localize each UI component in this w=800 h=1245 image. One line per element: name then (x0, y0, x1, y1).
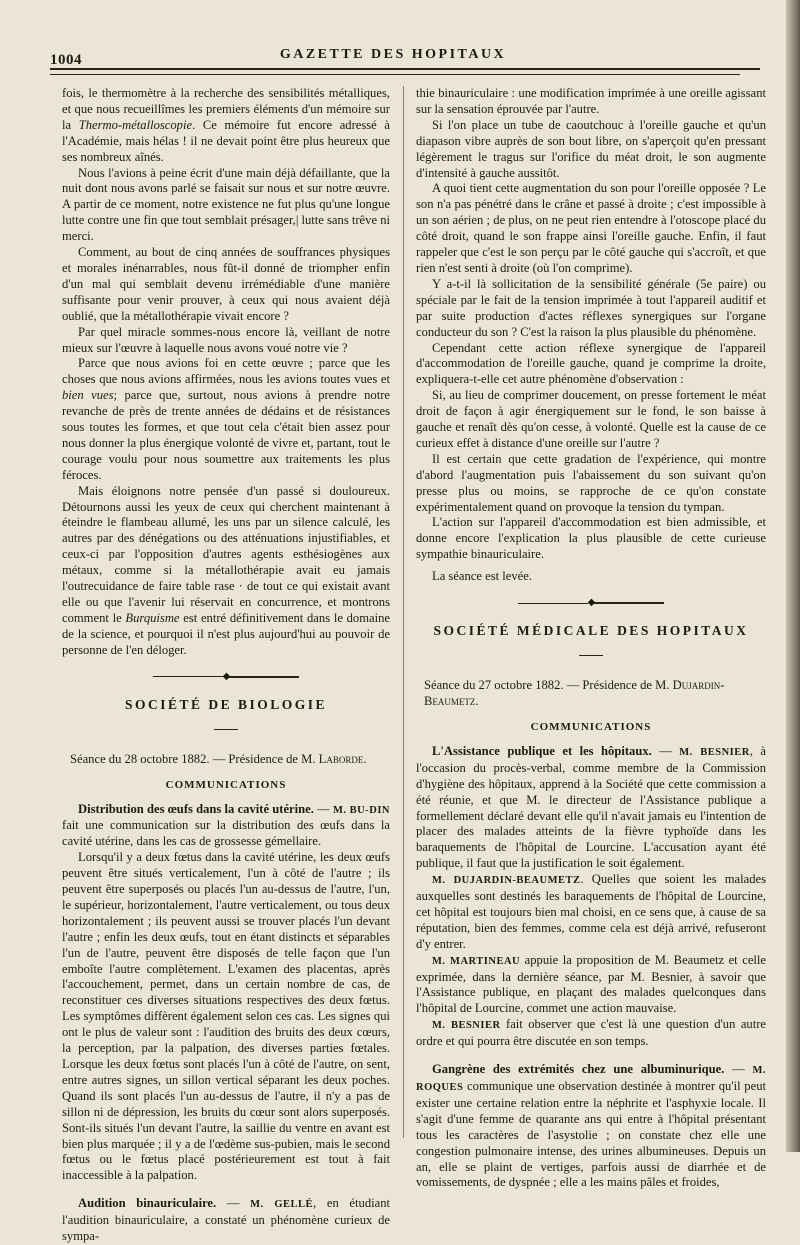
paragraph: M. BESNIER fait observer que c'est là une question d'un autre ordre et qui pourra être discutée en son temps. (416, 1017, 766, 1049)
page-binding-edge (786, 0, 800, 1152)
paragraph: A quoi tient cette augmentation du son pour l'oreille opposée ? Le son n'a pas pénétré dans le crâne et passé à droite ; c'est impossible à un son aérien ; de plus, on ne peut rien entendre à l'otoscope placé du côté droit, quand le son frappe ainsi l'oreille gauche. Enfin, il faut rappeler que c'est le son perçu par le côté gauche qui s'accroît, et que rien n'est senti à droite (où l'on comprime). (416, 181, 766, 275)
paragraph: fois, le thermomètre à la recherche des sensibilités métalliques, et que nous recueillîmes les premiers éléments d'un mémoire sur la Thermo-métalloscopie. Ce mémoire fut encore adressé à l'Académie, mais hélas ! il ne devait point être plus heureux que ses nombreux aînés. (62, 86, 390, 164)
paragraph: Par quel miracle sommes-nous encore là, veillant de notre mieux sur l'œuvre à laquelle nous avons voué notre vie ? (62, 324, 390, 355)
running-title: GAZETTE DES HOPITAUX (279, 47, 507, 62)
seance-line: Séance du 27 octobre 1882. — Présidence de M. Dujardin-Beaumetz. (424, 678, 725, 709)
paragraph: L'action sur l'appareil d'accommodation est bien admissible, et donne encore l'explication la plus plausible de cette curieuse sympathie binauriculaire. (416, 515, 766, 562)
paragraph: thie binauriculaire : une modification imprimée à une oreille agissant sur la sensation éprouvée par l'autre. (416, 86, 766, 116)
seance-line: Séance du 28 octobre 1882. — Présidence de M. Laborde. (70, 751, 367, 766)
diamond-icon: ◆ (587, 597, 595, 609)
title-underline (214, 729, 238, 730)
paragraph: Mais éloignons notre pensée d'un passé si douloureux. Détournons aussi les yeux de ceux qui cherchent maintenant à éteindre le flambeau allumé, les uns par un silence calculé, les autres par des dénégations ou des atténuations injustifiables, et ceux-ci par l'opposition d'autres agents esthésiogènes aux métaux, comme si la métallothérapie avait eu jamais l'outrecuidance de faire table rase · de tout ce qui existait avant elle ou que l'avenir lui réservait en concurrence, et montrons comment le Burquisme est entré définitivement dans le domaine de la science, et pourquoi il n'est plus aujourd'hui au pouvoir de personne de l'en déloger. (62, 483, 391, 657)
paragraph: Parce que nous avions foi en cette œuvre ; parce que les choses que nous avions affirmées, nous les avions toutes vues et bien vues; parce que, surtout, nous avions à prendre notre revanche de près de trente années de dédains et de résistances sous toutes les formes, et que tout cela c'était bien assez pour nous donner la plus énergique volonté de vivre et, partant, tout le courage voulu pour nous soumettre aux traitements les plus féroces. (62, 356, 390, 482)
paragraph: Si l'on place un tube de caoutchouc à l'oreille gauche et qu'un diapason vibre auprès de son bout libre, on s'aperçoit qu'en pressant légèrement le tragus sur l'orifice du méat droit, le son augmente d'intensité à gauche aussitôt. (416, 117, 766, 180)
section-title-biologie: SOCIÉTÉ DE BIOLOGIE (124, 696, 328, 712)
article-distribution: Distribution des œufs dans la cavité utérine. — M. BU-DIN fait une communication sur la distribution des œufs dans la cavité utérine, dans les cas de grossesse gémellaire. (62, 801, 391, 849)
communications-heading: COMMUNICATIONS (165, 778, 287, 791)
section-ornament (416, 595, 766, 611)
paragraph: M. MARTINEAU appuie la proposition de M. Beaumetz et celle exprimée, dans la dernière séance, par M. Besnier, à savoir que l'Assistance publique, en plaçant des malades quelconques dans l'hôpital de Lourcine, commet une action mauvaise. (416, 952, 766, 1016)
paragraph: Y a-t-il là sollicitation de la sensibilité générale (5e paire) ou spéciale par le fait de la tension imprimée à tout l'appareil auditif et par suite production d'actes réflexes synergiques sur l'organe conducteur du son ? C'est la raison la plus plausible du phénomène. (416, 276, 766, 339)
closing-line: La séance est levée. (432, 569, 532, 584)
section-ornament (62, 669, 390, 685)
paragraph: Si, au lieu de comprimer doucement, on presse fortement le méat droit de façon à agir énergiquement sur le fond, le son baisse à gauche et renaît dès qu'on cesse, à volonté. Quelle est la cause de ce curieux effet à distance d'une oreille sur l'autre ? (416, 388, 766, 450)
title-underline (579, 655, 603, 656)
section-title-medicale: SOCIÉTÉ MÉDICALE DES HOPITAUX (433, 623, 749, 639)
left-column (62, 86, 391, 1244)
communications-heading: COMMUNICATIONS (530, 720, 652, 733)
paragraph: Comment, au bout de cinq années de souffrances physiques et morales inénarrables, nous fût-il donné de triompher enfin d'un mal qui semblait devenu irrémédiable d'une manière suffisante pour venir prouver, à ceux qui nous avaient déjà oublié, que la métallothérapie vivait encore ? (62, 245, 390, 323)
column-divider (403, 86, 404, 1138)
paragraph: M. DUJARDIN-BEAUMETZ. Quelles que soient les malades auxquelles sont destinés les baraquements de l'hôpital de Lourcine, cet hôpital est toujours bien mal choisi, en ce sens que, à cause de sa réputation, bien des femmes, comme cela est déjà arrivé, refuseront d'y entrer. (416, 872, 766, 951)
paragraph: Cependant cette action réflexe synergique de l'appareil d'accommodation de l'oreille gauche, quand je comprime la droite, expliquera-t-elle cet autre phénomène d'observation : (416, 340, 766, 387)
article-audition: Audition binauriculaire. — M. GELLÉ, en étudiant l'audition binauriculaire, a constaté un phénomène curieux de sympa- (62, 1196, 391, 1244)
page-number: 1004 (50, 52, 82, 68)
paragraph: Nous l'avions à peine écrit d'une main déjà défaillante, que la nuit dont nous avons parlé se faisait sur nous et sur notre œuvre. A partir de ce moment, notre existence ne fut plus qu'une longue lutte contre une fin que tout semblait présager,| lutte sans trêve ni merci. (62, 165, 390, 244)
header-rule-thin (50, 74, 740, 75)
paragraph: Lorsqu'il y a deux fœtus dans la cavité utérine, les deux œufs peuvent être situés verticalement, l'un à côté de l'autre ; ils peuvent être superposés ou placés l'un au-dessus de l'autre, l'un, le supérieur, horizontalement, l'autre verticalement, ou tous deux horizontalement ; ils peuvent aussi se trouver placés l'un devant l'autre ; enfin les deux œufs, tout en étant distincts et séparables l'un de l'autre, peuvent être disposés de telle façon que l'un emboîte l'autre complètement. L'examen des placentas, après l'accouchement, permet, dans un certain nombre de cas, de reconstituer ces diverses situations respectives des deux fœtus. Les symptômes diffèrent également selon ces cas. Les signes qui ont le plus de valeur sont : l'audition des bruits des deux cœurs, la perception, par la palpation, des diverses parties fœtales. Lorsque les deux fœtus sont placés l'un à côté de l'autre, on sent, entre autres signes, un sillon vertical séparant les deux poches. Quand ils sont placés l'un au-dessus de l'autre, il n'y a pas de sillon ni de dépression, les bruits du cœur sont alors superposés. Sont-ils situés l'un devant l'autre, la saillie du ventre en avant est bien plus marquée ; il y a de l'œdème sus-pubien, mais le second fœtus ou le fœtus placé postérieurement est tout à fait inaccessible à la palpation. (62, 850, 390, 1183)
article-gangrene: Gangrène des extrémités chez une albuminurique. — M. ROQUES communique une observation destinée à montrer qu'il peut exister une certaine relation entre la néphrite et l'asphyxie locale. Il s'agit d'une femme de quarante ans qui entre à l'hôpital présentant tous les caractères de l'asystolie ; on constate chez elle une congestion pulmonaire intense, des urines albumineuses. Depuis un an, elle se plaint de vertiges, parfois aussi de diarrhée et de vomissements, de dyspnée ; elle a les mains pâles et froides, (416, 1062, 766, 1190)
header-rule (50, 68, 760, 70)
article-assistance: L'Assistance publique et les hôpitaux. — M. BESNIER, à l'occasion du procès-verbal, comme membre de la Commission d'hygiène des hôpitaux, apprend à la Société que cette commission a été réunie, et que M. le directeur de l'Assistance publique a formellement déclaré devant elle qu'il n'avait jamais eu l'intention de placer des malades atteints de la fièvre typhoïde dans les baraquements de l'hôpital de Lourcine. L'accusation ayant été publique, il faut que la justification le soit également. (416, 743, 767, 871)
paragraph: Il est certain que cette gradation de l'expérience, qui montre d'abord l'augmentation puis l'abaissement du son suivant qu'on presse plus ou moins, se rapproche de ce qu'on constate expérimentalement quand on provoque la tension du tympan. (416, 451, 766, 514)
diamond-icon: ◆ (222, 670, 230, 682)
right-column (416, 86, 767, 1190)
